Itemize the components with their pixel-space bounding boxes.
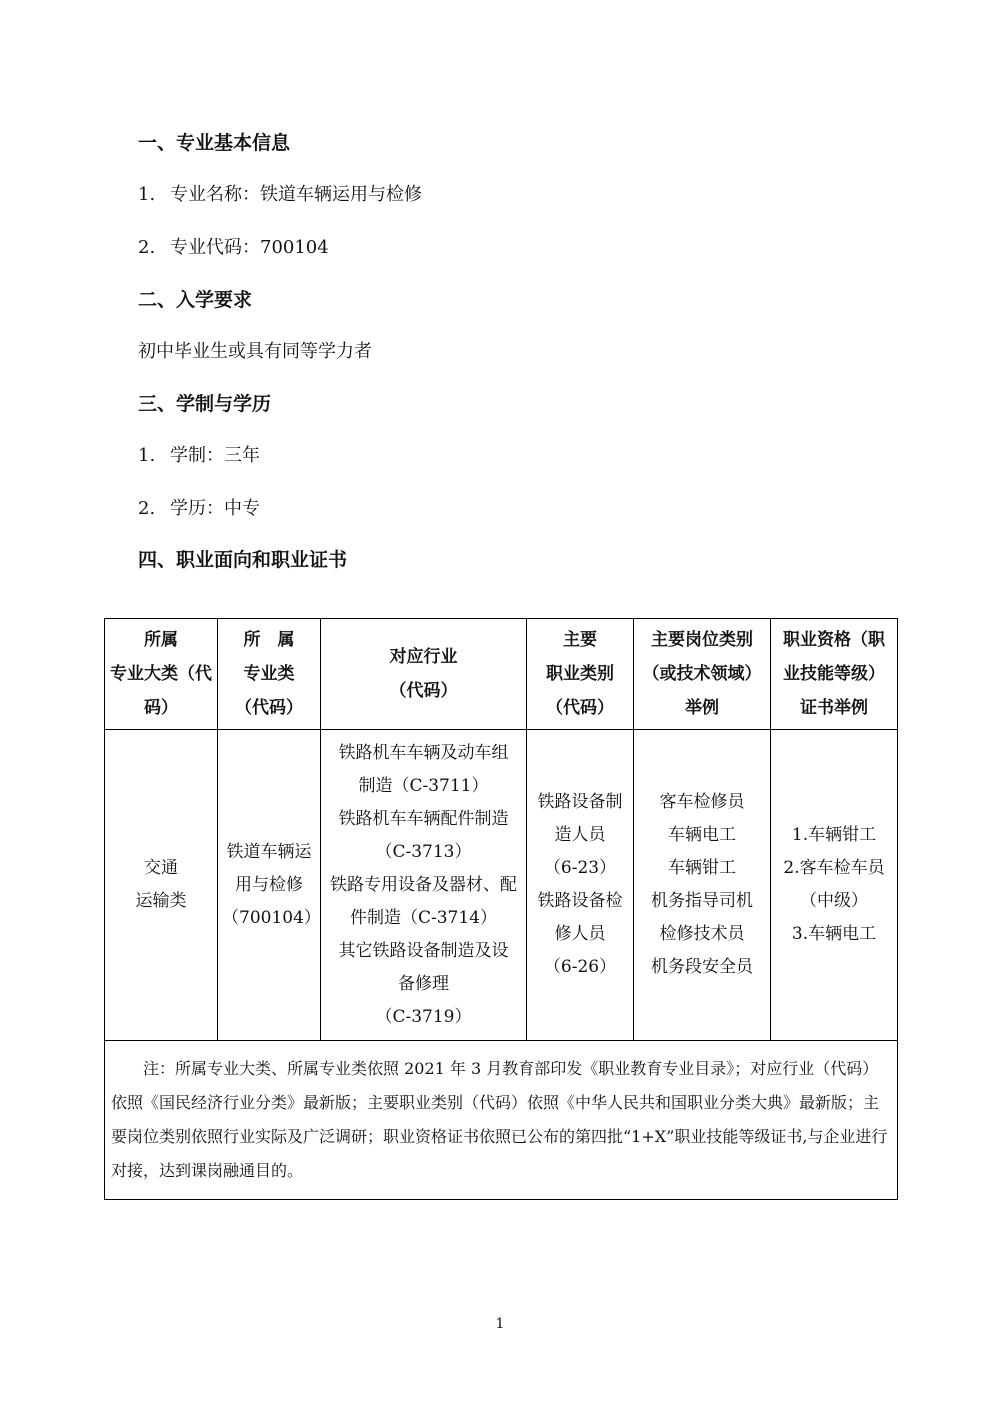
header-cell-occupation: 主要 职业类别 （代码） [527, 619, 634, 730]
list-number: 1. [138, 445, 156, 466]
cell-positions: 客车检修员 车辆电工 车辆钳工 机务指导司机 检修技术员 机务段安全员 [634, 730, 771, 1041]
major-code-line [138, 233, 329, 259]
header-cell-major-class: 所 属 专业类 （代码） [218, 619, 321, 730]
list-number: 2. [138, 237, 156, 258]
cell-occupation: 铁路设备制 造人员 （6-23） 铁路设备检 修人员 （6-26） [527, 730, 634, 1041]
entry-requirement-text: 初中毕业生或具有同等学力者 [138, 341, 372, 362]
list-number: 1. [138, 184, 156, 205]
table-header-row [105, 619, 898, 730]
cell-major-class: 铁道车辆运 用与检修 （700104） [218, 730, 321, 1041]
career-table [104, 618, 898, 1200]
table-row [105, 730, 898, 1041]
cell-certificates: 1.车辆钳工 2.客车检车员 （中级） 3.车辆电工 [771, 730, 898, 1041]
section-heading-career: 四、职业面向和职业证书 [138, 549, 348, 571]
table-note-row [105, 1041, 898, 1200]
major-name-text: 专业名称：铁道车辆运用与检修 [170, 184, 422, 205]
header-cell-certificates: 职业资格（职业技能等级） 证书举例 [771, 619, 898, 730]
table-note-cell [105, 1041, 898, 1200]
cell-industry: 铁路机车车辆及动车组 制造（C-3711） 铁路机车车辆配件制造 （C-3713） 铁路专用设备及器材、配 件制造（C-3714） 其它铁路设备制造及设 备修理 （C-3719） [321, 730, 527, 1041]
section-heading-schooling: 三、学制与学历 [138, 393, 272, 415]
education-level-text: 学历：中专 [170, 498, 260, 519]
section-heading-basic-info: 一、专业基本信息 [138, 132, 291, 154]
major-code-text: 专业代码：700104 [170, 237, 329, 258]
major-name-line [138, 180, 422, 206]
schooling-years-line [138, 441, 260, 467]
header-cell-category: 所属 专业大类（代码） [105, 619, 218, 730]
list-number: 2. [138, 498, 156, 519]
cell-category: 交通 运输类 [105, 730, 218, 1041]
section-heading-entry: 二、入学要求 [138, 289, 253, 311]
page-number: 1 [495, 1316, 505, 1332]
header-cell-positions: 主要岗位类别 （或技术领域） 举例 [634, 619, 771, 730]
education-level-line [138, 494, 260, 520]
header-cell-industry: 对应行业 （代码） [321, 619, 527, 730]
table-note-text: 注：所属专业大类、所属专业类依照 2021 年 3 月教育部印发《职业教育专业目录》；对应行业（代码）依照《国民经济行业分类》最新版；主要职业类别（代码）依照《中华人民共和国职业分类大典》最新版；主要岗位类别依照行业实际及广泛调研；职业资格证书依照已公布的第四批“1+X”职业技能等级证书,与企业进行对接，达到课岗融通目的。 [111, 1059, 888, 1180]
schooling-years-text: 学制：三年 [170, 445, 260, 466]
